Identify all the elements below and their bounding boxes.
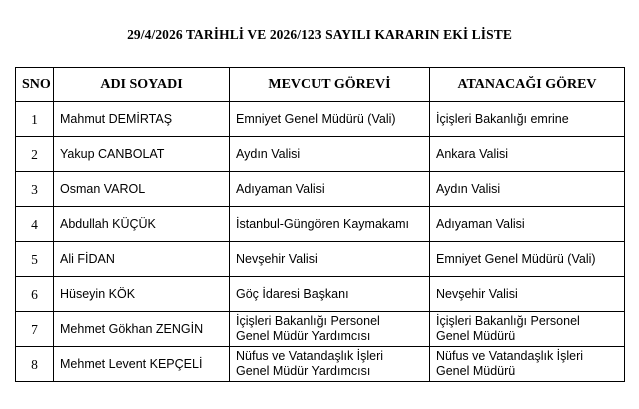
table-row xyxy=(16,137,625,172)
appointment-table xyxy=(15,67,625,382)
row-sno: 2 xyxy=(16,137,54,172)
row-sno: 3 xyxy=(16,172,54,207)
row-new-position-line: Genel Müdürü xyxy=(436,329,516,343)
row-new-position: Aydın Valisi xyxy=(430,172,625,207)
table-row xyxy=(16,347,625,382)
row-new-position: İçişleri Bakanlığı emrine xyxy=(430,102,625,137)
row-new-position-line: Genel Müdürü xyxy=(436,364,516,378)
row-new-position: Ankara Valisi xyxy=(430,137,625,172)
row-current-position: Göç İdaresi Başkanı xyxy=(230,277,430,312)
row-name: Hüseyin KÖK xyxy=(54,277,230,312)
row-current-position-line: Nüfus ve Vatandaşlık İşleri xyxy=(236,349,384,363)
header-name: ADI SOYADI xyxy=(54,68,230,102)
row-new-position xyxy=(430,312,625,347)
table-row xyxy=(16,172,625,207)
row-sno: 4 xyxy=(16,207,54,242)
row-sno: 6 xyxy=(16,277,54,312)
row-new-position xyxy=(430,347,625,382)
row-new-position: Emniyet Genel Müdürü (Vali) xyxy=(430,242,625,277)
header-current-position: MEVCUT GÖREVİ xyxy=(230,68,430,102)
row-current-position-line: Genel Müdür Yardımcısı xyxy=(236,329,371,343)
table-row xyxy=(16,312,625,347)
row-new-position: Adıyaman Valisi xyxy=(430,207,625,242)
table-row xyxy=(16,207,625,242)
row-current-position xyxy=(230,347,430,382)
header-sno: SNO xyxy=(16,68,54,102)
row-current-position-line: İçişleri Bakanlığı Personel xyxy=(236,314,380,328)
row-name: Osman VAROL xyxy=(54,172,230,207)
table-row xyxy=(16,102,625,137)
row-new-position-line: İçişleri Bakanlığı Personel xyxy=(436,314,580,328)
row-sno: 8 xyxy=(16,347,54,382)
row-name: Abdullah KÜÇÜK xyxy=(54,207,230,242)
row-current-position-line: Genel Müdür Yardımcısı xyxy=(236,364,371,378)
row-name: Ali FİDAN xyxy=(54,242,230,277)
row-sno: 5 xyxy=(16,242,54,277)
table-row xyxy=(16,242,625,277)
row-current-position: İstanbul-Güngören Kaymakamı xyxy=(230,207,430,242)
row-current-position: Adıyaman Valisi xyxy=(230,172,430,207)
row-sno: 1 xyxy=(16,102,54,137)
row-current-position: Nevşehir Valisi xyxy=(230,242,430,277)
table-row xyxy=(16,277,625,312)
row-name: Mahmut DEMİRTAŞ xyxy=(54,102,230,137)
row-new-position: Nevşehir Valisi xyxy=(430,277,625,312)
header-new-position: ATANACAĞI GÖREV xyxy=(430,68,625,102)
row-current-position: Emniyet Genel Müdürü (Vali) xyxy=(230,102,430,137)
header-row xyxy=(16,68,625,102)
row-name: Yakup CANBOLAT xyxy=(54,137,230,172)
row-current-position xyxy=(230,312,430,347)
row-current-position: Aydın Valisi xyxy=(230,137,430,172)
row-new-position-line: Nüfus ve Vatandaşlık İşleri xyxy=(436,349,584,363)
row-name: Mehmet Gökhan ZENGİN xyxy=(54,312,230,347)
row-sno: 7 xyxy=(16,312,54,347)
row-name: Mehmet Levent KEPÇELİ xyxy=(54,347,230,382)
document-title: 29/4/2026 TARİHLİ VE 2026/123 SAYILI KARARIN EKİ LİSTE xyxy=(127,27,512,42)
